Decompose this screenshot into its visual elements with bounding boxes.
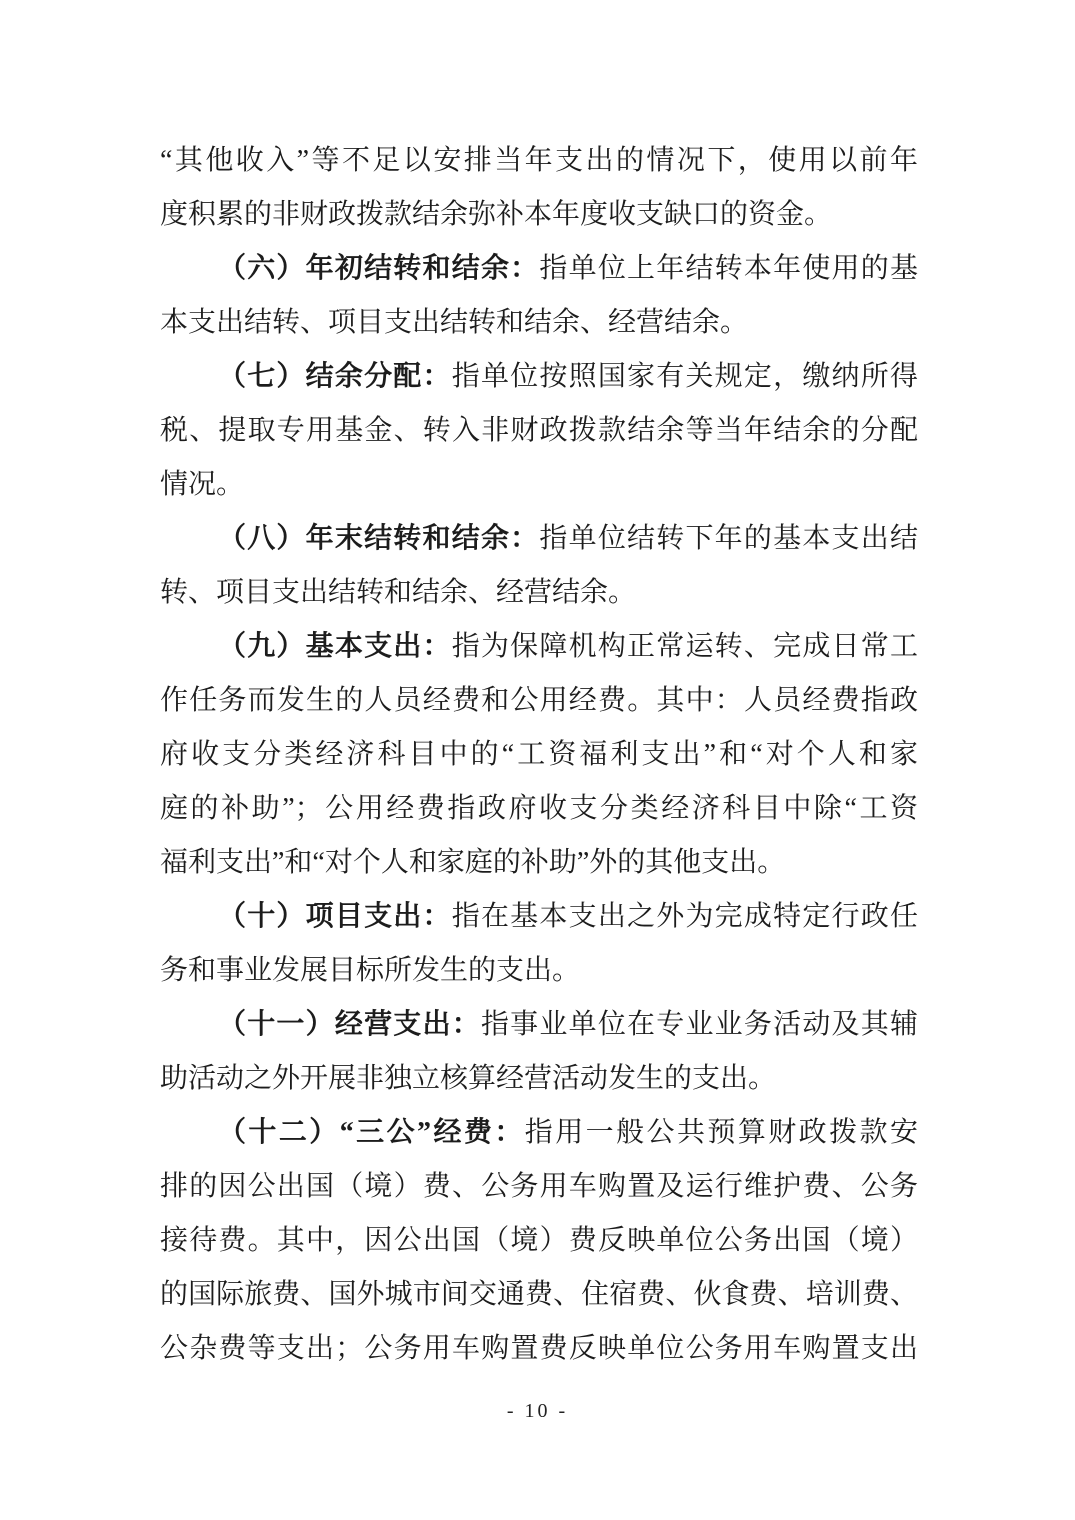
text-line <box>160 458 918 512</box>
line-text: 庭的补助”；公用经费指政府收支分类经济科目中除“工资 <box>160 793 918 824</box>
text-line <box>160 1268 918 1322</box>
text-line <box>160 674 918 728</box>
term-heading: （九）基本支出： <box>218 631 452 662</box>
line-text: 府收支分类经济科目中的“工资福利支出”和“对个人和家 <box>160 739 918 770</box>
text-line <box>160 1214 918 1268</box>
line-text: 公杂费等支出；公务用车购置费反映单位公务用车购置支出 <box>160 1333 918 1364</box>
term-heading: （十一）经营支出： <box>218 1009 481 1040</box>
line-text: 务和事业发展目标所发生的支出。 <box>160 955 581 986</box>
text-line <box>160 1106 918 1160</box>
line-text: 排的因公出国（境）费、公务用车购置及运行维护费、公务 <box>160 1171 918 1202</box>
line-text: 福利支出”和“对个人和家庭的补助”外的其他支出。 <box>160 847 786 878</box>
page-number: - 10 - <box>506 1400 569 1422</box>
text-line <box>160 242 918 296</box>
line-text: “其他收入”等不足以安排当年支出的情况下，使用以前年 <box>160 145 918 176</box>
line-text: 指单位上年结转本年使用的基 <box>539 253 918 284</box>
text-line <box>160 890 918 944</box>
text-line <box>160 566 918 620</box>
text-line <box>160 350 918 404</box>
text-line <box>160 728 918 782</box>
line-text: 指事业单位在专业业务活动及其辅 <box>480 1009 918 1040</box>
text-line <box>160 944 918 998</box>
text-line <box>160 1160 918 1214</box>
line-text: 的国际旅费、国外城市间交通费、住宿费、伙食费、培训费、 <box>160 1279 918 1310</box>
line-text: 指在基本支出之外为完成特定行政任 <box>451 901 918 932</box>
text-line <box>160 620 918 674</box>
line-text: 指为保障机构正常运转、完成日常工 <box>451 631 918 662</box>
text-line <box>160 782 918 836</box>
line-text: 转、项目支出结转和结余、经营结余。 <box>160 577 637 608</box>
text-line <box>160 404 918 458</box>
line-text: 本支出结转、项目支出结转和结余、经营结余。 <box>160 307 749 338</box>
line-text: 指单位按照国家有关规定，缴纳所得 <box>451 361 918 392</box>
text-line <box>160 296 918 350</box>
document-body <box>160 134 918 1376</box>
text-line <box>160 998 918 1052</box>
term-heading: （十）项目支出： <box>218 901 452 932</box>
text-line <box>160 188 918 242</box>
term-heading: （七）结余分配： <box>218 361 452 392</box>
line-text: 度积累的非财政拨款结余弥补本年度收支缺口的资金。 <box>160 199 833 230</box>
term-heading: （八）年末结转和结余： <box>218 523 540 554</box>
term-heading: （十二）“三公”经费： <box>218 1117 525 1148</box>
term-heading: （六）年初结转和结余： <box>218 253 540 284</box>
line-text: 税、提取专用基金、转入非财政拨款结余等当年结余的分配 <box>160 415 918 446</box>
line-text: 助活动之外开展非独立核算经营活动发生的支出。 <box>160 1063 777 1094</box>
line-text: 作任务而发生的人员经费和公用经费。其中：人员经费指政 <box>160 685 918 716</box>
line-text: 接待费。其中，因公出国（境）费反映单位公务出国（境） <box>160 1225 918 1256</box>
line-text: 情况。 <box>160 469 245 500</box>
text-line <box>160 1052 918 1106</box>
text-line <box>160 512 918 566</box>
text-line <box>160 134 918 188</box>
text-line <box>160 1322 918 1376</box>
text-line <box>160 836 918 890</box>
line-text: 指用一般公共预算财政拨款安 <box>524 1117 918 1148</box>
line-text: 指单位结转下年的基本支出结 <box>539 523 918 554</box>
